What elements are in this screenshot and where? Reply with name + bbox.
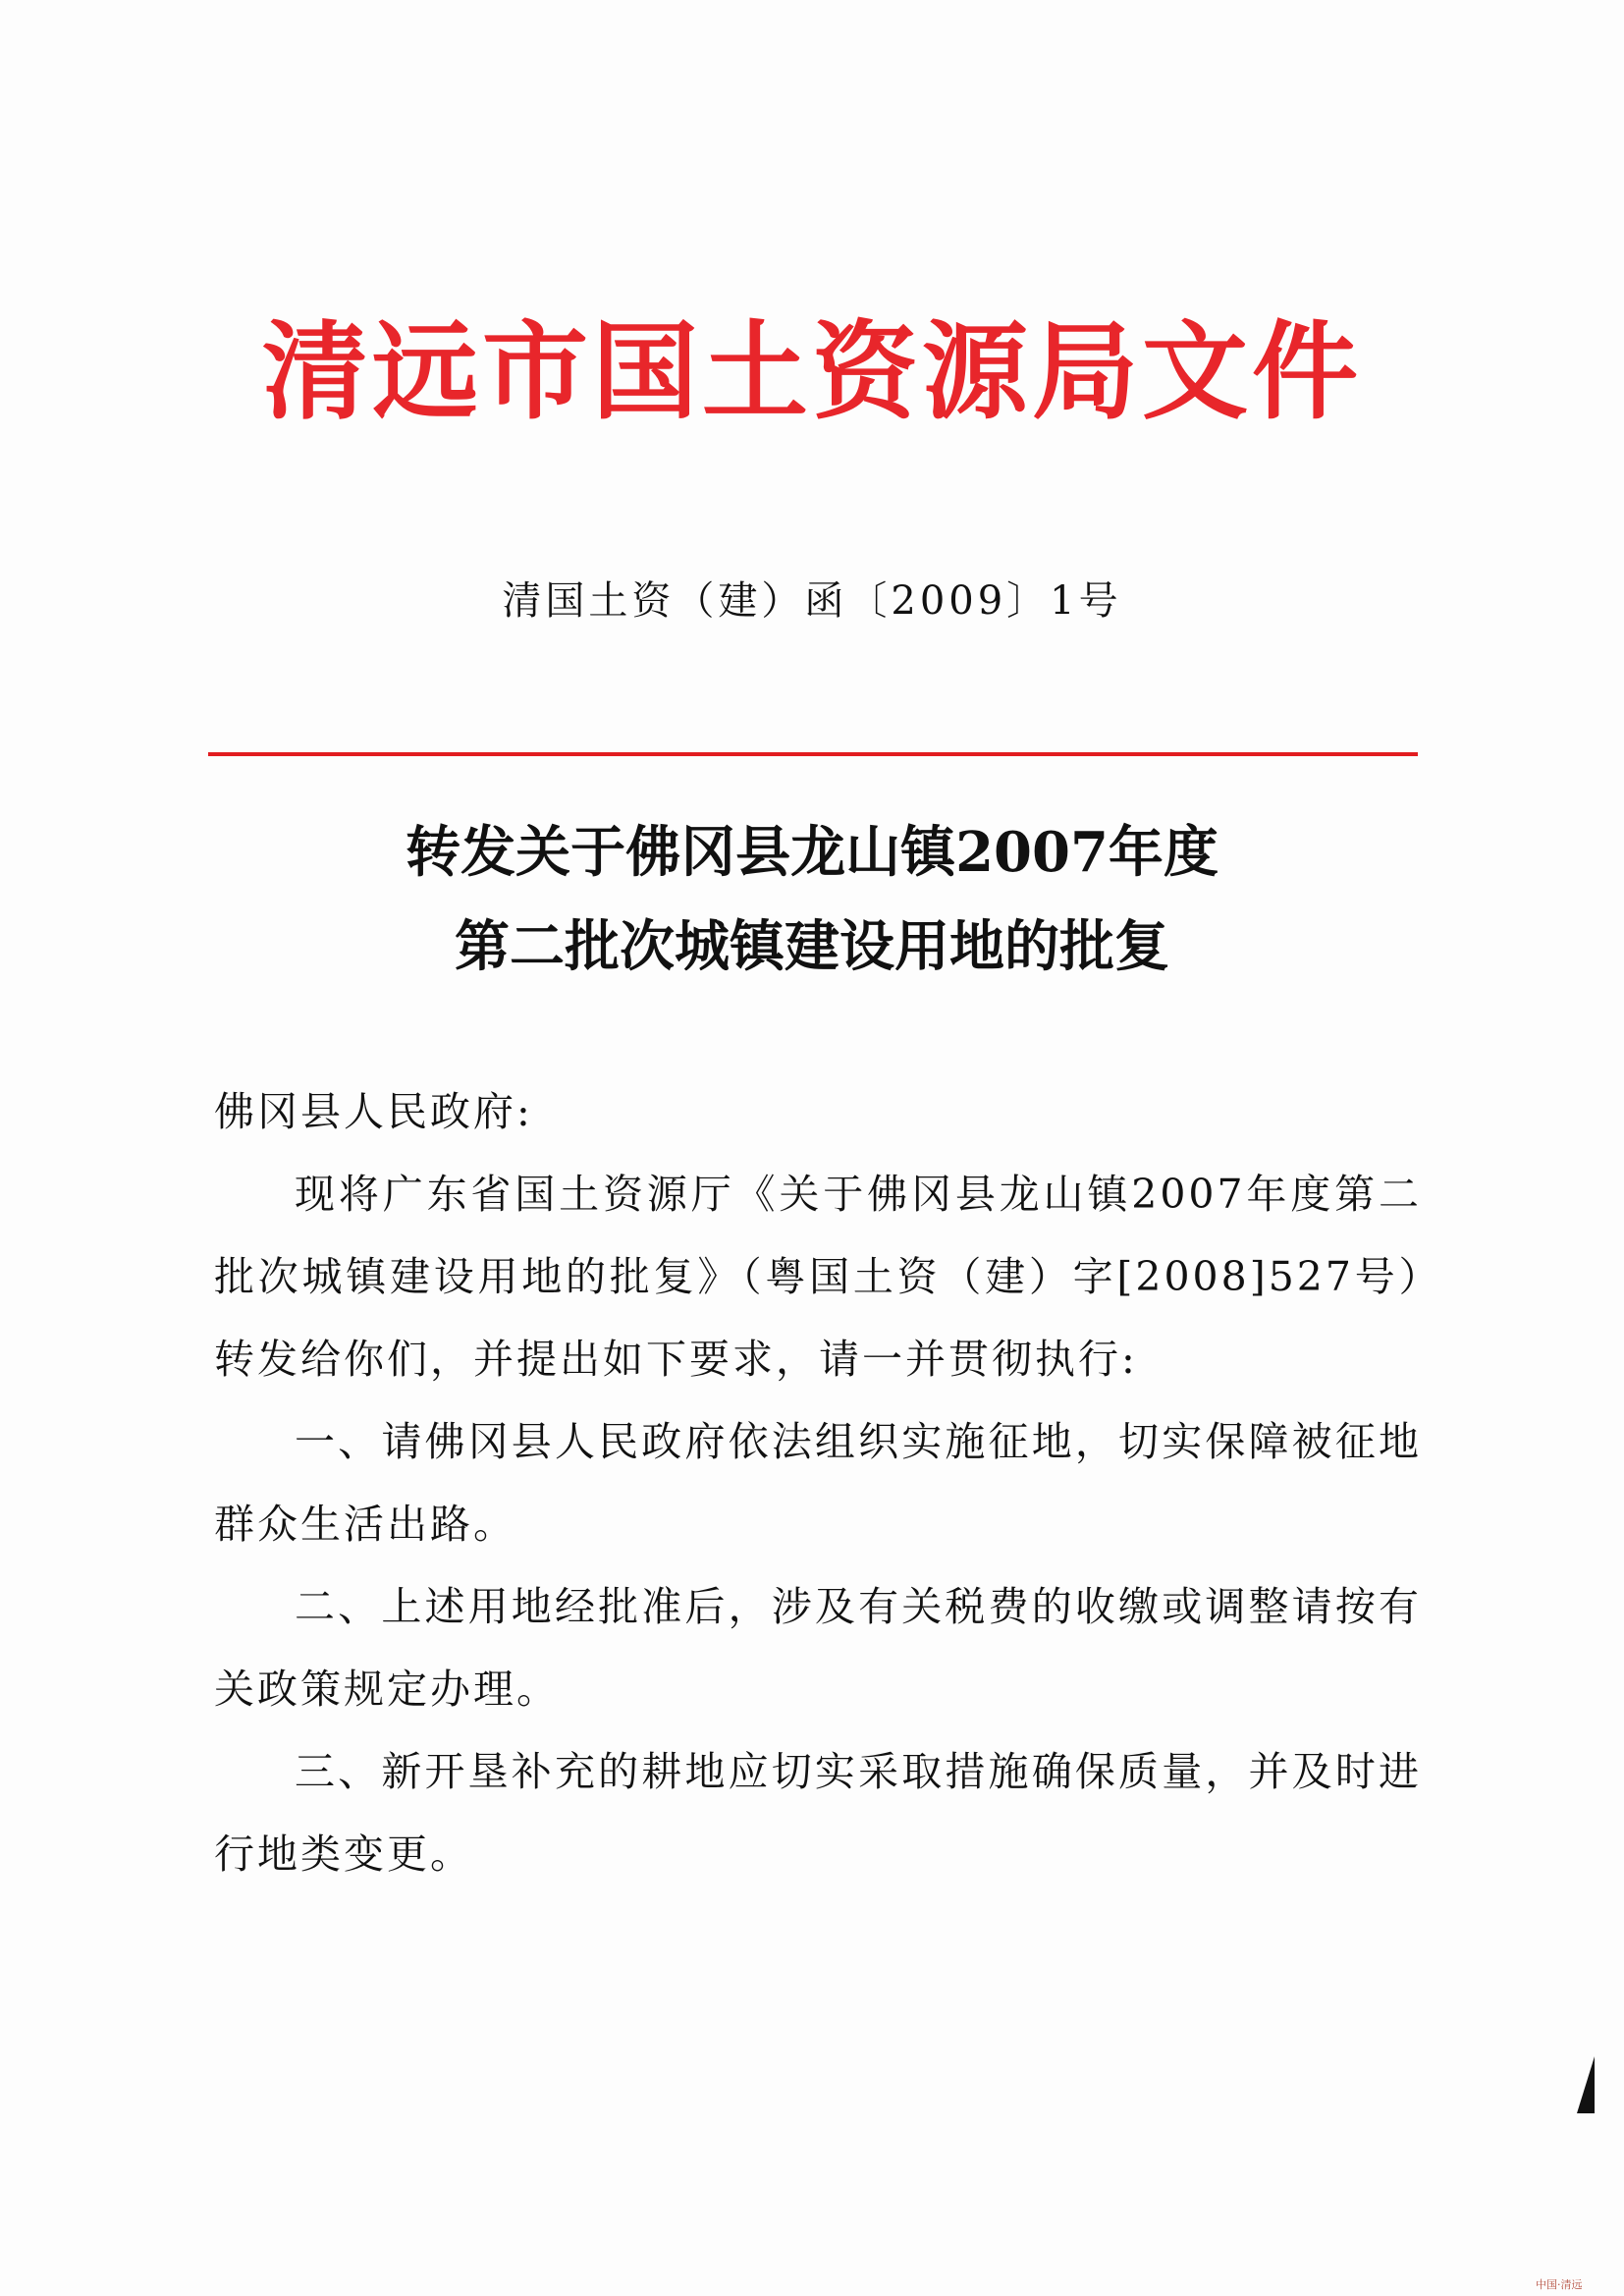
title-line-2: 第二批次城镇建设用地的批复 (455, 914, 1169, 979)
body-paragraph-item-2: 二、上述用地经批准后，涉及有关税费的收缴或调整请按有关政策规定办理。 (214, 1583, 1422, 1713)
salutation: 佛冈县人民政府: (214, 1088, 533, 1135)
scan-corner-mark (1577, 2056, 1595, 2113)
document-title (0, 805, 1624, 994)
document-body (214, 1070, 1422, 1895)
body-paragraph-item-1: 一、请佛冈县人民政府依法组织实施征地，切实保障被征地群众生活出路。 (214, 1418, 1422, 1548)
masthead: 清远市国土资源局文件 (261, 310, 1362, 434)
document-number: 清国土资（建）函〔2009〕1号 (502, 578, 1122, 624)
body-paragraph-item-3: 三、新开垦补充的耕地应切实采取措施确保质量，并及时进行地类变更。 (214, 1748, 1422, 1878)
body-paragraph-intro: 现将广东省国土资源厅《关于佛冈县龙山镇2007年度第二批次城镇建设用地的批复》（粤国土资（建）字[2008]527号）转发给你们，并提出如下要求，请一并贯彻执行: (214, 1171, 1422, 1383)
footer-watermark: 中国·清远 (1536, 2278, 1583, 2291)
title-line-1: 转发关于佛冈县龙山镇2007年度 (406, 820, 1218, 885)
red-divider-rule (208, 752, 1418, 756)
